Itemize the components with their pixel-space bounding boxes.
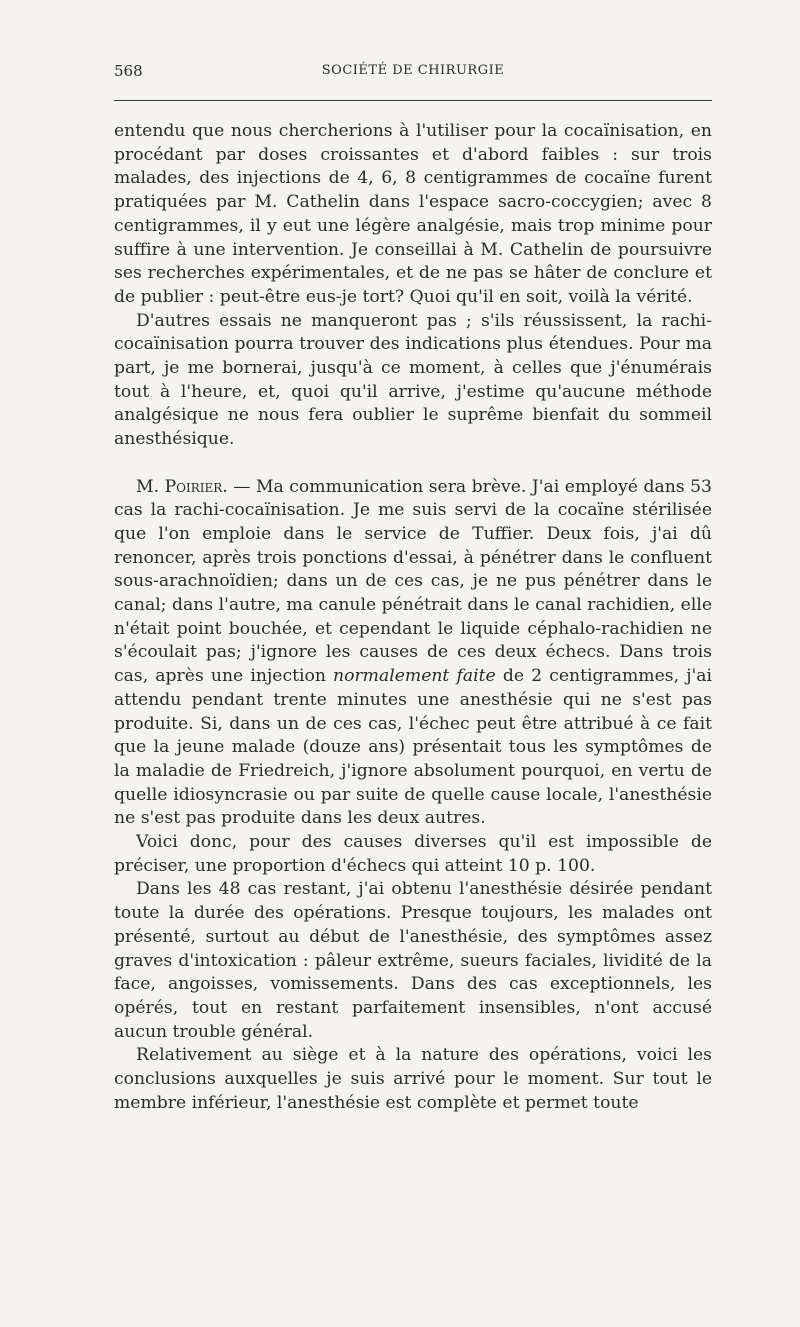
section-gap (114, 452, 712, 476)
paragraph: Dans les 48 cas restant, j'ai obtenu l'anesthésie désirée pendant toute la durée des opérations. Presque toujours, les malades ont présenté, surtout au début de l'anesthésie, des symptômes assez graves d'intoxication : pâleur extrême, sueurs faciales, lividité de la face, angoisses, vomissements. Dans des cas exceptionnels, les opérés, tout en restant parfaitement insensibles, n'ont accusé aucun trouble général. (114, 879, 712, 1042)
paragraph-text: de 2 centigrammes, j'ai attendu pendant trente minutes une anesthésie qui ne s'est pas produite. Si, dans un de ces cas, l'échec peut être attribué à ce fait que la jeune malade (douze ans) présentait tous les symptômes de la maladie de Friedreich, j'ignore absolument pourquoi, en vertu de quelle idiosyncrasie ou par suite de quelle cause locale, l'anesthésie ne s'est pas produite dans les deux autres. (114, 666, 712, 829)
running-title: SOCIÉTÉ DE CHIRURGIE (321, 63, 505, 78)
page-header (114, 62, 712, 86)
paragraph: D'autres essais ne manqueront pas ; s'ils réussissent, la rachi-cocaïnisation pourra trouver des indications plus étendues. Pour ma part, je me bornerai, jusqu'à ce moment, à celles que j'énumérais tout à l'heure, et, quoi qu'il arrive, j'estime qu'aucune méthode analgésique ne nous fera oublier le suprême bienfait du sommeil anesthésique. (114, 310, 712, 450)
paragraph: entendu que nous chercherions à l'utiliser pour la cocaïnisation, en procédant par doses croissantes et d'abord faibles : sur trois malades, des injections de 4, 6, 8 centigrammes de cocaïne furent pratiquées par M. Cathelin dans l'espace sacro-coccygien; avec 8 centigrammes, il y eut une légère analgésie, mais trop minime pour suffire à une intervention. Je conseillai à M. Cathelin de poursuivre ses recherches expérimentales, et de ne pas se hâter de conclure et de publier : peut-être eus-je tort? Quoi qu'il en soit, voilà la vérité. (114, 121, 712, 307)
paragraph-poirier (114, 476, 712, 832)
paragraph: Relativement au siège et à la nature des opérations, voici les conclusions auxquelles je suis arrivé pour le moment. Sur tout le membre inférieur, l'anesthésie est complète et permet toute (114, 1045, 712, 1113)
italic-text: normalement faite (333, 666, 496, 687)
header-rule (114, 100, 712, 101)
speaker-name: M. Poirier. (136, 476, 228, 497)
paragraph: Voici donc, pour des causes diverses qu'il est impossible de préciser, une proportion d'échecs qui atteint 10 p. 100. (114, 832, 712, 876)
paragraph-text: — Ma communication sera brève. J'ai employé dans 53 cas la rachi-cocaïnisation. Je me suis servi de la cocaïne stérilisée que l'on emploie dans le service de Tuffier. Deux fois, j'ai dû renoncer, après trois ponctions d'essai, à pénétrer dans le confluent sous-arachnoïdien; dans un de ces cas, je ne pus pénétrer dans le canal; dans l'autre, ma canule pénétrait dans le canal rachidien, elle n'était point bouchée, et cependant le liquide céphalo-rachidien ne s'écoulait pas; j'ignore les causes de ces deux échecs. Dans trois cas, après une injection (114, 476, 712, 687)
page-number: 568 (114, 62, 143, 80)
page (114, 62, 712, 1113)
body-text (114, 120, 712, 1116)
